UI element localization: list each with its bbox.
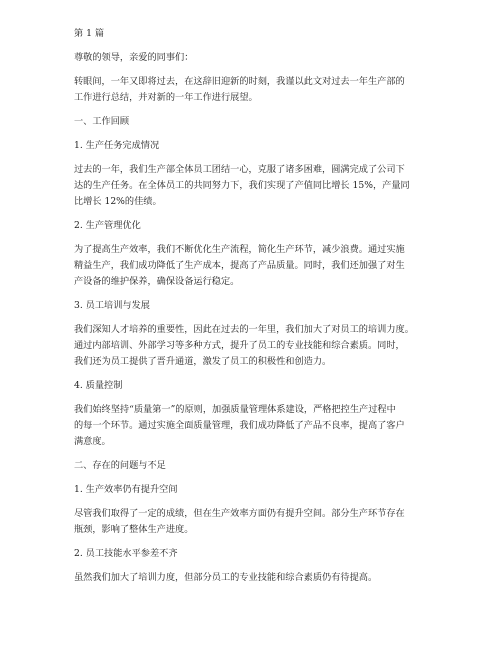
paragraph-line: 的每一个环节。通过实施全面质量管理，我们成功降低了产品不良率，提高了客户 xyxy=(74,420,405,431)
paragraph-line: 产设备的维护保养，确保设备运行稳定。 xyxy=(74,276,240,287)
document-page xyxy=(74,26,438,586)
paragraph-line: 比增长 12%的佳绩。 xyxy=(74,196,162,207)
subsection-heading-efficiency: 1. 生产效率仍有提升空间 xyxy=(74,484,178,495)
section-heading-problems: 二、存在的问题与不足 xyxy=(74,460,166,471)
subsection-heading-quality-control: 4. 质量控制 xyxy=(74,380,123,391)
paragraph-production-tasks xyxy=(74,162,438,210)
intro-line: 工作进行总结，并对新的一年工作进行展望。 xyxy=(74,92,258,103)
paragraph-line: 尽管我们取得了一定的成绩，但在生产效率方面仍有提升空间。部分生产环节存在 xyxy=(74,508,405,519)
paragraph-line: 虽然我们加大了培训力度，但部分员工的专业技能和综合素质仍有待提高。 xyxy=(74,572,378,583)
subsection-heading-staff-training: 3. 员工培训与发展 xyxy=(74,300,150,311)
subsection-heading-skill-levels: 2. 员工技能水平参差不齐 xyxy=(74,548,178,559)
paragraph-line: 我们始终坚持“质量第一”的原则，加强质量管理体系建设，严格把控生产过程中 xyxy=(74,404,396,415)
subsection-heading-management-optimization: 2. 生产管理优化 xyxy=(74,220,141,231)
paragraph-line: 为了提高生产效率，我们不断优化生产流程，简化生产环节，减少浪费。通过实施 xyxy=(74,244,405,255)
paragraph-line: 满意度。 xyxy=(74,436,111,447)
intro-paragraph xyxy=(74,74,438,106)
subsection-heading-production-tasks: 1. 生产任务完成情况 xyxy=(74,140,160,151)
document-title: 第 1 篇 xyxy=(74,28,105,39)
paragraph-quality-control xyxy=(74,402,438,450)
paragraph-staff-training xyxy=(74,322,438,370)
paragraph-line: 我们深知人才培养的重要性，因此在过去的一年里，我们加大了对员工的培训力度。 xyxy=(74,324,414,335)
paragraph-line: 达的生产任务。在全体员工的共同努力下，我们实现了产值同比增长 15%，产量同 xyxy=(74,180,410,191)
paragraph-efficiency xyxy=(74,506,438,538)
greeting: 尊敬的领导，亲爱的同事们： xyxy=(74,52,194,63)
paragraph-line: 精益生产，我们成功降低了生产成本，提高了产品质量。同时，我们还加强了对生 xyxy=(74,260,405,271)
paragraph-management-optimization xyxy=(74,242,438,290)
paragraph-skill-levels xyxy=(74,570,438,586)
paragraph-line: 过去的一年，我们生产部全体员工团结一心，克服了诸多困难，圆满完成了公司下 xyxy=(74,164,405,175)
intro-line: 转眼间，一年又即将过去，在这辞旧迎新的时刻，我谨以此文对过去一年生产部的 xyxy=(74,76,405,87)
paragraph-line: 通过内部培训、外部学习等多种方式，提升了员工的专业技能和综合素质。同时， xyxy=(74,340,405,351)
paragraph-line: 我们还为员工提供了晋升通道，激发了员工的积极性和创造力。 xyxy=(74,356,332,367)
section-heading-review: 一、工作回顾 xyxy=(74,116,130,127)
paragraph-line: 瓶颈，影响了整体生产进度。 xyxy=(74,524,194,535)
